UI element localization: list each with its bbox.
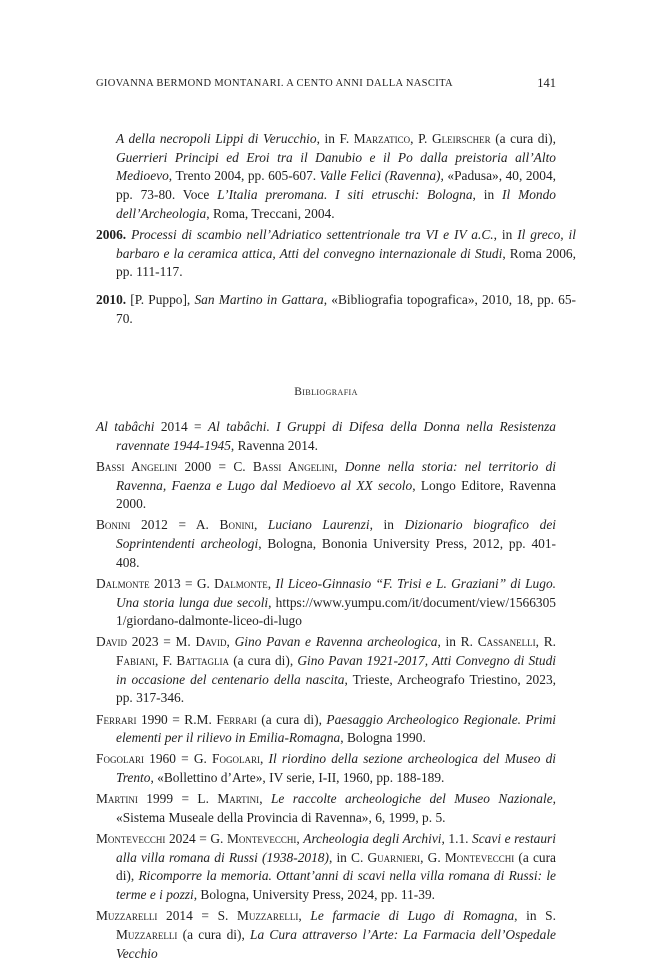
text-run: , in C. xyxy=(328,849,368,865)
text-run: (a cura di), xyxy=(177,926,251,942)
bib-entry xyxy=(96,907,556,963)
text-run: , Bologna, University Press, 2024, pp. 11-39. xyxy=(193,887,436,902)
continuation-paragraph xyxy=(96,130,556,224)
title-italic: Valle Felici (Ravenna), xyxy=(319,168,444,184)
title-italic: Luciano Laurenzi xyxy=(267,517,370,533)
text-run: 2000 = C. xyxy=(177,458,253,474)
bib-entry xyxy=(96,790,556,827)
title-italic: Dizionario biografico dei Soprintendenti archeologi xyxy=(116,517,556,551)
author-smallcaps: Martini xyxy=(217,791,260,807)
text-run: 1990 = R.M. xyxy=(136,711,217,727)
page-number: 141 xyxy=(537,76,556,90)
page-header xyxy=(96,76,556,92)
text-run: , G. xyxy=(420,849,445,865)
title-italic: Archeologia degli Archivi xyxy=(303,830,442,846)
bib-entry xyxy=(96,711,556,748)
text-run: , Bologna 1990. xyxy=(340,730,426,746)
text-run: , xyxy=(296,830,304,846)
publication-2006 xyxy=(96,226,576,282)
bibliography-list xyxy=(96,418,556,966)
text-run: , in R. xyxy=(437,634,478,650)
text-run: 2023 = M. xyxy=(127,634,196,650)
title-italic: Processi di scambio nell’Adriatico settentrionale tra VI e IV a.C. xyxy=(131,227,494,242)
author-smallcaps: Cassanelli xyxy=(477,634,536,650)
bib-key: Fogolari xyxy=(96,751,144,767)
bib-key: David xyxy=(96,634,128,650)
text-run: , in xyxy=(493,227,518,242)
text-run: 1999 = L. xyxy=(137,791,218,807)
author-smallcaps: Bassi Angelini xyxy=(252,458,335,474)
text-run: , xyxy=(267,575,276,591)
bib-entry xyxy=(96,830,556,905)
text-run: , P. xyxy=(410,131,432,146)
text-run: 1960 = G. xyxy=(143,751,213,767)
title-italic: San Martino in Gattara xyxy=(194,292,324,307)
title-italic: Gino Pavan 1921-2017, Atti Convegno di Studi in occasione del centenario della nascita xyxy=(116,653,557,687)
bib-key: Montevecchi xyxy=(96,830,166,846)
text-run: , xyxy=(226,634,235,650)
text-run: , «Bibliografia topografica», 2010, 18, pp. 65-70. xyxy=(116,292,576,326)
text-run: [P. Puppo], xyxy=(126,292,195,307)
text-run: , Trieste, Archeografo Triestino, 2023, pp. 317-346. xyxy=(116,671,556,706)
title-italic: Donne nella storia: nel territorio di Ravenna, Faenza e Lugo dal Medioevo al XX secolo xyxy=(116,458,556,493)
url-link[interactable]: , https://www.yumpu.com/it/document/view/15663051/giordano-dalmonte-liceo-di-lugo xyxy=(116,594,556,629)
text-run: 2024 = G. xyxy=(165,830,227,846)
text-run: , xyxy=(260,751,269,767)
author-smallcaps: Montevecchi xyxy=(444,849,515,865)
title-italic: L’Italia preromana. I siti etruschi: Bologna xyxy=(217,187,473,203)
text-run: , «Sistema Museale della Provincia di Ravenna», 6, 1999, p. 5. xyxy=(116,791,556,825)
text-run: , Trento 2004, pp. 605-607. xyxy=(168,168,320,184)
text-run: , xyxy=(298,908,311,924)
author-smallcaps: Battaglia xyxy=(176,653,230,668)
text-run: , Bologna, Bononia University Press, 2012, pp. 401-408. xyxy=(116,536,556,570)
author-smallcaps: Ferrari xyxy=(216,711,257,727)
publication-year: 2010. xyxy=(96,292,127,307)
bib-key: Martini xyxy=(96,791,138,807)
author-smallcaps: Dalmonte xyxy=(214,575,268,591)
text-run: 2014 = xyxy=(154,419,208,434)
bib-key: Bassi Angelini xyxy=(96,458,178,474)
text-run: (a cura di), xyxy=(229,653,298,668)
author-smallcaps: Bonini xyxy=(219,517,254,533)
text-run: 2012 = A. xyxy=(130,517,220,533)
title-italic: Le raccolte archeologiche del Museo Nazionale xyxy=(270,791,553,807)
text-run: (a cura di), xyxy=(116,849,556,884)
author-smallcaps: Muzzarelli xyxy=(116,926,178,942)
text-run: , «Bollettino d’Arte», IV serie, I-II, 1960, pp. 188-189. xyxy=(150,770,445,785)
text-run: , xyxy=(334,458,345,474)
text-run: , xyxy=(253,517,268,533)
text-run: , in F. xyxy=(316,131,354,146)
title-italic: Il Mondo dell’Archeologia xyxy=(116,187,556,221)
text-run: , R. xyxy=(535,634,556,650)
text-run: , in xyxy=(369,517,405,533)
title-italic: Guerrieri Principi ed Eroi tra il Danubio e il Po dalla preistoria all’Alto Medioevo xyxy=(116,149,556,184)
title-italic: Scavi e restauri alla villa romana di Russi (1938-2018) xyxy=(116,830,556,865)
text-run: (a cura di), xyxy=(490,131,556,146)
bib-entry xyxy=(96,575,556,631)
text-run: , 1.1. xyxy=(441,830,473,846)
text-run: 2014 = S. xyxy=(157,908,238,924)
author-smallcaps: Gleirscher xyxy=(431,131,491,146)
text-run: , Roma, Treccani, 2004. xyxy=(206,205,335,221)
author-smallcaps: Guarnieri xyxy=(367,849,421,865)
author-smallcaps: Marzatico xyxy=(353,131,411,146)
title-italic: Paesaggio Archeologico Regionale. Primi elementi per il rilievo in Emilia-Romagna xyxy=(116,711,556,746)
bib-entry xyxy=(96,458,556,514)
text-run: , in S. xyxy=(514,908,556,924)
title-italic: Ricomporre la memoria. Ottant’anni di scavi nella villa romana di Russi: le terme e i pozzi xyxy=(116,868,557,902)
publication-year: 2006. xyxy=(96,227,127,242)
title-italic: Il greco, il barbaro e la ceramica attica, Atti del convegno internazionale di Studi xyxy=(116,227,577,261)
bib-entry xyxy=(96,633,556,708)
author-smallcaps: David xyxy=(195,634,227,650)
text-run: , in xyxy=(472,187,503,203)
bib-entry xyxy=(96,750,556,787)
text-run: , Longo Editore, Ravenna 2000. xyxy=(116,477,556,512)
author-smallcaps: Muzzarelli xyxy=(237,908,299,924)
title-italic: A della necropoli Lippi di Verucchio xyxy=(116,131,317,146)
bib-entry xyxy=(96,418,556,455)
bib-key: Bonini xyxy=(96,517,131,533)
text-run: , xyxy=(259,791,271,807)
title-italic: Il riordino della sezione archeologica del Museo di Trento xyxy=(116,751,556,785)
bib-key: Al tabâchi xyxy=(96,419,155,434)
title-italic: Gino Pavan e Ravenna archeologica xyxy=(234,634,438,650)
running-title: GIOVANNA BERMOND MONTANARI. A CENTO ANNI DALLA NASCITA xyxy=(96,78,453,89)
title-italic: Il Liceo-Ginnasio “F. Trisi e L. Graziani” di Lugo. Una storia lunga due secoli xyxy=(116,575,556,610)
text-run: «Padusa», 40, 2004, pp. 73-80. Voce xyxy=(116,168,556,203)
author-smallcaps: Fabiani xyxy=(116,653,155,668)
text-run: , Roma 2006, pp. 111-117. xyxy=(116,245,576,280)
title-italic: Le farmacie di Lugo di Romagna xyxy=(310,908,515,924)
publication-2010 xyxy=(96,291,576,328)
bib-key: Dalmonte xyxy=(96,575,150,591)
text-run: , F. xyxy=(154,653,177,668)
text-run: (a cura di), xyxy=(256,711,327,727)
bib-key: Muzzarelli xyxy=(96,908,158,924)
section-title-bibliografia: Bibliografia xyxy=(294,386,358,398)
author-smallcaps: Fogolari xyxy=(212,751,260,767)
bib-entry xyxy=(96,516,556,572)
bib-key: Ferrari xyxy=(96,711,137,727)
author-smallcaps: Montevecchi xyxy=(226,830,297,846)
title-italic: La Cura attraverso l’Arte: La Farmacia dell’Ospedale Vecchio xyxy=(116,926,556,961)
text-run: , Ravenna 2014. xyxy=(230,437,318,453)
text-run: 2013 = G. xyxy=(149,575,215,591)
title-italic: Al tabâchi. I Gruppi di Difesa della Donna nella Resistenza ravennate 1944-1945 xyxy=(116,419,556,453)
